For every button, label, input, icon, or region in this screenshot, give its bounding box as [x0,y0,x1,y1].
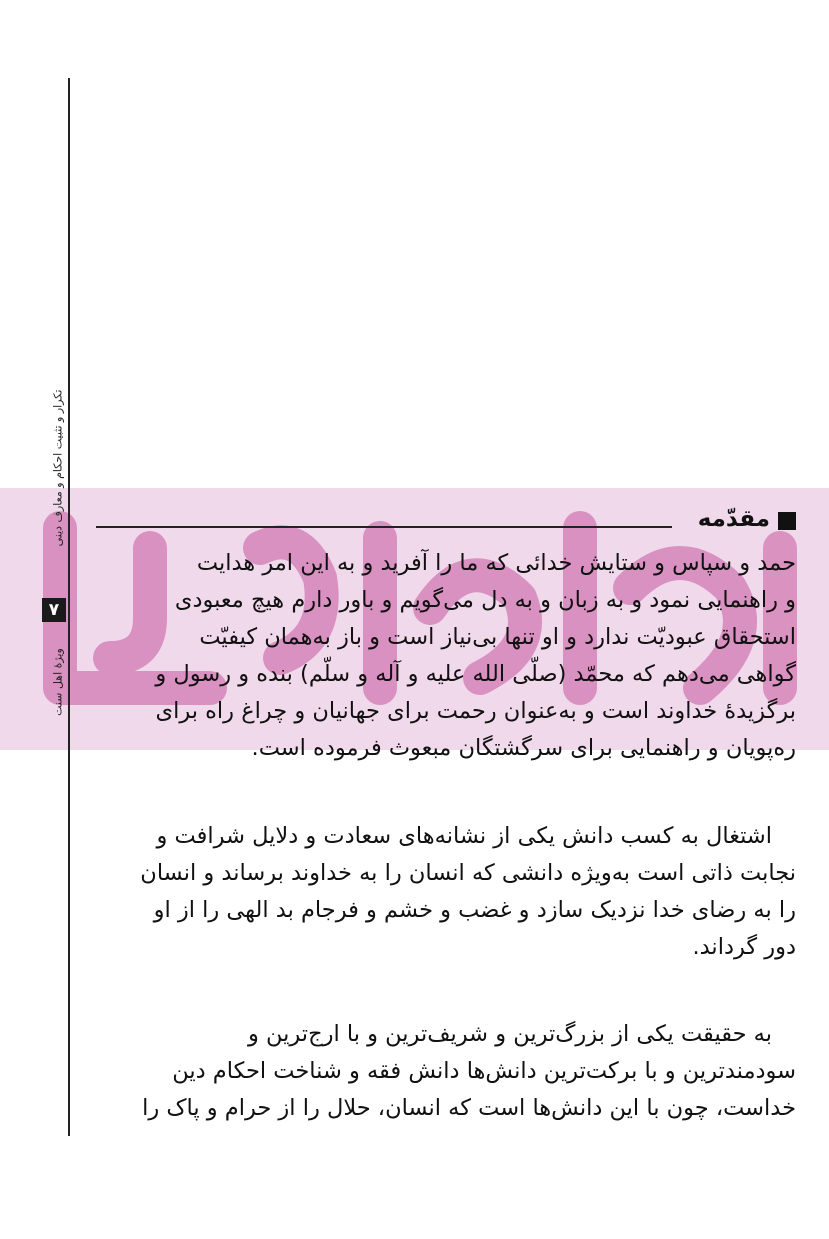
paragraph-line: و راهنمایی نمود و به زبان و به دل می‌گویم و باور دارم هیچ معبودی [174,587,796,613]
paragraph-line: استحقاق عبودیّت ندارد و او تنها بی‌نیاز است و باز به‌همان کیفیّت [199,624,796,650]
margin-rule [68,78,70,1136]
running-header-title [50,348,66,588]
paragraph-line: را به رضای خدا نزدیک سازد و غضب و خشم و فرجام بد الهی را از او [153,897,796,923]
running-header-title-text: تکرار و تثبیت احکام و معارف دینی [51,389,65,547]
paragraph-line: برگزیدهٔ خداوند است و به‌عنوان رحمت برای جهانیان و چراغ راه برای [155,698,796,724]
paragraph-line: به حقیقت یکی از بزرگ‌ترین و شریف‌ترین و با ارج‌ترین و [247,1021,772,1047]
paragraph-line: خداست، چون با این دانش‌ها است که انسان، حلال را از حرام و پاک را [142,1095,796,1121]
paragraph-line: سودمندترین و با برکت‌ترین دانش‌ها دانش فقه و شناخت احکام دین [172,1058,796,1084]
paragraph-fiqh [96,1016,796,1127]
paragraph-knowledge [96,818,796,966]
section-heading [96,506,796,538]
heading-rule [96,526,672,528]
black-square-icon [778,512,796,530]
paragraph-line: گواهی می‌دهم که محمّد (صلّی الله علیه و آله و سلّم) بنده و رسول و [155,661,796,687]
running-header-subtitle [50,622,66,742]
paragraph-line: ره‌پویان و راهنمایی برای سرگشتگان مبعوث فرموده است. [251,735,796,761]
paragraph-line: دور گرداند. [692,934,796,960]
paragraph-line: اشتغال به کسب دانش یکی از نشانه‌های سعادت و دلایل شرافت و [156,823,772,849]
paragraph-line: نجابت ذاتی است به‌ویژه دانشی که انسان را به خداوند برساند و انسان [140,860,796,886]
page-number-badge [42,598,66,622]
page-number: ۷ [48,600,60,620]
paragraph-intro [96,545,796,767]
section-heading-text: مقدّمه [697,506,770,532]
running-header-subtitle-text: ویژهٔ اهل سنت [51,648,65,716]
paragraph-line: حمد و سپاس و ستایش خدائی که ما را آفرید و به این امر هدایت [196,550,796,576]
